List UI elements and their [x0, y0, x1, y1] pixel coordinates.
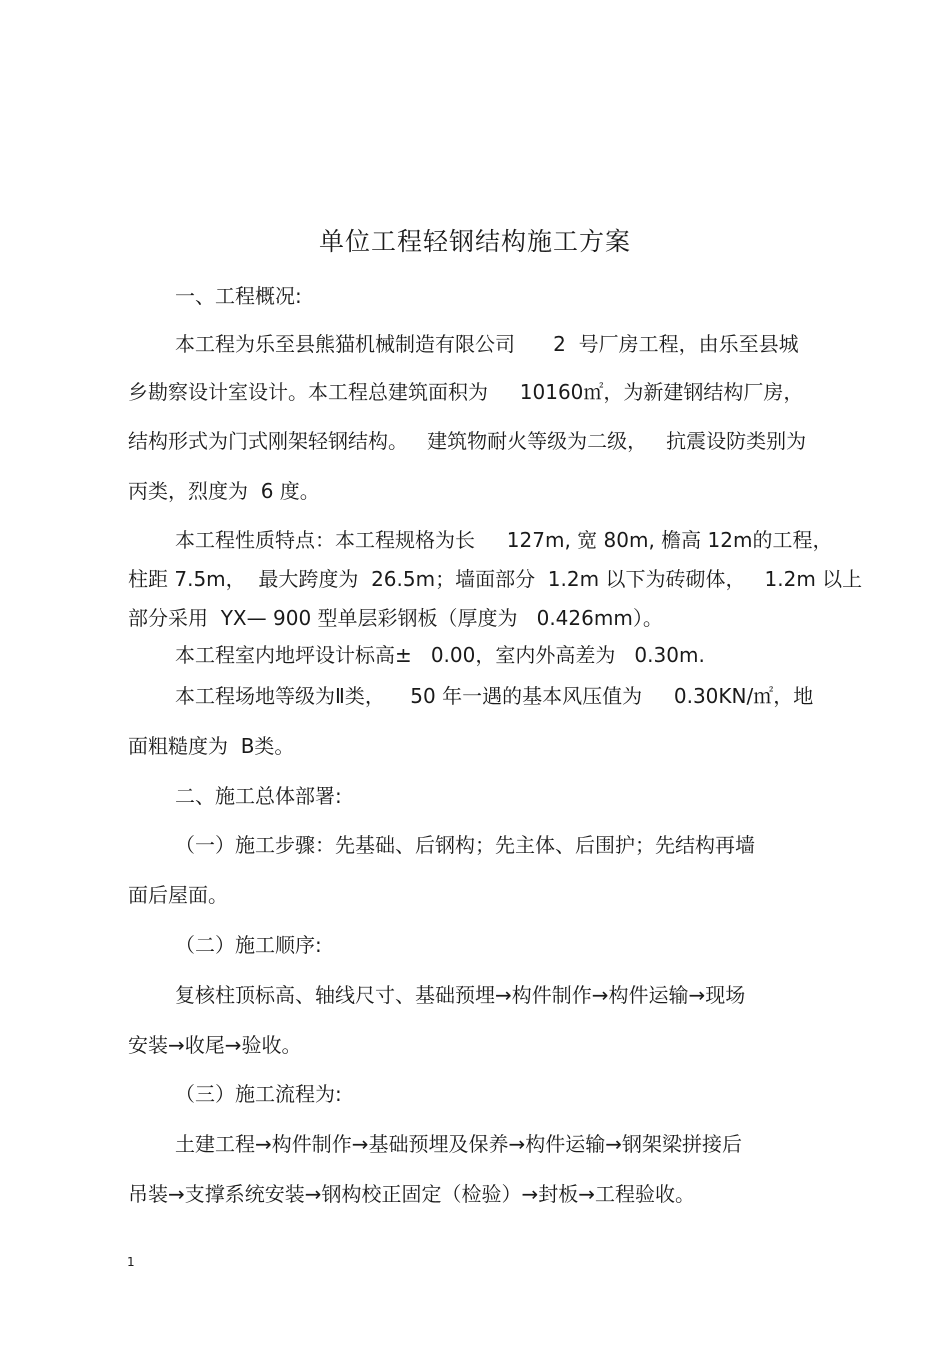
body-line: 柱距 7.5m， 最大跨度为 26.5m；墙面部分 1.2m 以下为砖砌体， 1.2m 以上	[128, 567, 863, 591]
body-line: 本工程场地等级为Ⅱ类， 50 年一遇的基本风压值为 0.30KN/㎡，地	[175, 684, 814, 708]
body-line: 本工程为乐至县熊猫机械制造有限公司 2 号厂房工程，由乐至县城	[175, 332, 799, 356]
section-heading-construction-deployment: 二、施工总体部署:	[175, 784, 342, 808]
body-line: 复核柱顶标高、轴线尺寸、基础预埋→构件制作→构件运输→现场	[175, 983, 746, 1007]
body-line: 面后屋面。	[128, 883, 228, 907]
body-line: 吊装→支撑系统安装→钢构校正固定（检验）→封板→工程验收。	[128, 1182, 696, 1206]
page-number: 1	[127, 1255, 135, 1269]
body-line: 面粗糙度为 B类。	[128, 734, 295, 758]
body-line: 丙类，烈度为 6 度。	[128, 479, 320, 503]
section-heading-project-overview: 一、工程概况:	[175, 284, 302, 308]
body-line: （一）施工步骤：先基础、后钢构；先主体、后围护；先结构再墙	[175, 833, 755, 857]
body-line: 结构形式为门式刚架轻钢结构。 建筑物耐火等级为二级， 抗震设防类别为	[128, 429, 807, 453]
body-line: 部分采用 YX— 900 型单层彩钢板（厚度为 0.426mm）。	[128, 606, 663, 630]
subsection-heading-process-flow: （三）施工流程为:	[175, 1082, 342, 1106]
body-line: 乡勘察设计室设计。本工程总建筑面积为 10160㎡，为新建钢结构厂房，	[128, 380, 804, 404]
subsection-heading-sequence: （二）施工顺序:	[175, 933, 322, 957]
document-title: 单位工程轻钢结构施工方案	[318, 227, 631, 256]
body-line: 安装→收尾→验收。	[128, 1033, 302, 1057]
body-line: 本工程室内地坪设计标高± 0.00，室内外高差为 0.30m.	[175, 643, 705, 667]
body-line: 本工程性质特点：本工程规格为长 127m, 宽 80m, 檐高 12m的工程，	[175, 528, 833, 552]
body-line: 土建工程→构件制作→基础预埋及保养→构件运输→钢架梁拼接后	[175, 1132, 743, 1156]
